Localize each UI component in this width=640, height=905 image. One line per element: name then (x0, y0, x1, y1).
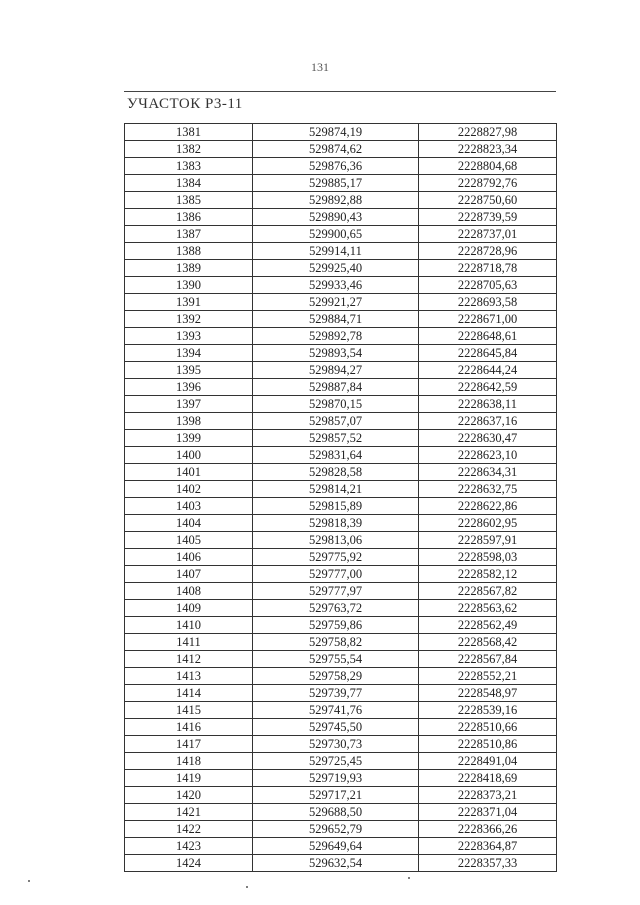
point-number-cell: 1389 (125, 260, 253, 277)
point-number-cell: 1406 (125, 549, 253, 566)
x-coordinate-cell: 529884,71 (253, 311, 419, 328)
table-row (125, 311, 557, 328)
y-coordinate-cell: 2228623,10 (419, 447, 557, 464)
x-coordinate-cell: 529885,17 (253, 175, 419, 192)
y-coordinate-cell: 2228642,59 (419, 379, 557, 396)
x-coordinate-cell: 529893,54 (253, 345, 419, 362)
x-coordinate-cell: 529777,97 (253, 583, 419, 600)
x-coordinate-cell: 529933,46 (253, 277, 419, 294)
table-row (125, 651, 557, 668)
scan-speck (28, 880, 30, 882)
x-coordinate-cell: 529777,00 (253, 566, 419, 583)
x-coordinate-cell: 529857,52 (253, 430, 419, 447)
y-coordinate-cell: 2228645,84 (419, 345, 557, 362)
y-coordinate-cell: 2228804,68 (419, 158, 557, 175)
x-coordinate-cell: 529870,15 (253, 396, 419, 413)
x-coordinate-cell: 529741,76 (253, 702, 419, 719)
y-coordinate-cell: 2228632,75 (419, 481, 557, 498)
x-coordinate-cell: 529874,19 (253, 124, 419, 141)
point-number-cell: 1419 (125, 770, 253, 787)
x-coordinate-cell: 529775,92 (253, 549, 419, 566)
x-coordinate-cell: 529730,73 (253, 736, 419, 753)
y-coordinate-cell: 2228792,76 (419, 175, 557, 192)
table-row (125, 787, 557, 804)
x-coordinate-cell: 529892,88 (253, 192, 419, 209)
point-number-cell: 1383 (125, 158, 253, 175)
point-number-cell: 1397 (125, 396, 253, 413)
table-row (125, 464, 557, 481)
point-number-cell: 1391 (125, 294, 253, 311)
point-number-cell: 1386 (125, 209, 253, 226)
x-coordinate-cell: 529925,40 (253, 260, 419, 277)
header-rule (124, 91, 556, 92)
x-coordinate-cell: 529739,77 (253, 685, 419, 702)
x-coordinate-cell: 529759,86 (253, 617, 419, 634)
y-coordinate-cell: 2228597,91 (419, 532, 557, 549)
point-number-cell: 1402 (125, 481, 253, 498)
point-number-cell: 1394 (125, 345, 253, 362)
y-coordinate-cell: 2228602,95 (419, 515, 557, 532)
y-coordinate-cell: 2228718,78 (419, 260, 557, 277)
point-number-cell: 1385 (125, 192, 253, 209)
x-coordinate-cell: 529755,54 (253, 651, 419, 668)
table-row (125, 260, 557, 277)
table-row (125, 617, 557, 634)
x-coordinate-cell: 529900,65 (253, 226, 419, 243)
y-coordinate-cell: 2228366,26 (419, 821, 557, 838)
table-row (125, 804, 557, 821)
y-coordinate-cell: 2228648,61 (419, 328, 557, 345)
y-coordinate-cell: 2228582,12 (419, 566, 557, 583)
y-coordinate-cell: 2228728,96 (419, 243, 557, 260)
table-row (125, 702, 557, 719)
y-coordinate-cell: 2228739,59 (419, 209, 557, 226)
point-number-cell: 1409 (125, 600, 253, 617)
table-row (125, 396, 557, 413)
y-coordinate-cell: 2228598,03 (419, 549, 557, 566)
x-coordinate-cell: 529831,64 (253, 447, 419, 464)
table-row (125, 209, 557, 226)
point-number-cell: 1390 (125, 277, 253, 294)
y-coordinate-cell: 2228364,87 (419, 838, 557, 855)
x-coordinate-cell: 529813,06 (253, 532, 419, 549)
y-coordinate-cell: 2228705,63 (419, 277, 557, 294)
y-coordinate-cell: 2228693,58 (419, 294, 557, 311)
x-coordinate-cell: 529818,39 (253, 515, 419, 532)
x-coordinate-cell: 529815,89 (253, 498, 419, 515)
y-coordinate-cell: 2228750,60 (419, 192, 557, 209)
y-coordinate-cell: 2228548,97 (419, 685, 557, 702)
scan-speck (246, 886, 248, 888)
point-number-cell: 1392 (125, 311, 253, 328)
table-row (125, 634, 557, 651)
y-coordinate-cell: 2228562,49 (419, 617, 557, 634)
y-coordinate-cell: 2228634,31 (419, 464, 557, 481)
table-row (125, 498, 557, 515)
y-coordinate-cell: 2228630,47 (419, 430, 557, 447)
point-number-cell: 1401 (125, 464, 253, 481)
y-coordinate-cell: 2228827,98 (419, 124, 557, 141)
x-coordinate-cell: 529719,93 (253, 770, 419, 787)
point-number-cell: 1423 (125, 838, 253, 855)
x-coordinate-cell: 529914,11 (253, 243, 419, 260)
point-number-cell: 1424 (125, 855, 253, 872)
point-number-cell: 1420 (125, 787, 253, 804)
table-row (125, 243, 557, 260)
coordinates-table-body (125, 124, 557, 872)
table-row (125, 600, 557, 617)
x-coordinate-cell: 529763,72 (253, 600, 419, 617)
table-row (125, 175, 557, 192)
table-row (125, 345, 557, 362)
x-coordinate-cell: 529758,29 (253, 668, 419, 685)
point-number-cell: 1408 (125, 583, 253, 600)
table-row (125, 685, 557, 702)
y-coordinate-cell: 2228539,16 (419, 702, 557, 719)
y-coordinate-cell: 2228371,04 (419, 804, 557, 821)
point-number-cell: 1418 (125, 753, 253, 770)
table-row (125, 583, 557, 600)
table-row (125, 328, 557, 345)
point-number-cell: 1405 (125, 532, 253, 549)
point-number-cell: 1393 (125, 328, 253, 345)
point-number-cell: 1407 (125, 566, 253, 583)
x-coordinate-cell: 529887,84 (253, 379, 419, 396)
y-coordinate-cell: 2228644,24 (419, 362, 557, 379)
table-row (125, 855, 557, 872)
table-row (125, 192, 557, 209)
x-coordinate-cell: 529725,45 (253, 753, 419, 770)
x-coordinate-cell: 529921,27 (253, 294, 419, 311)
y-coordinate-cell: 2228357,33 (419, 855, 557, 872)
x-coordinate-cell: 529632,54 (253, 855, 419, 872)
point-number-cell: 1404 (125, 515, 253, 532)
y-coordinate-cell: 2228373,21 (419, 787, 557, 804)
table-row (125, 719, 557, 736)
x-coordinate-cell: 529717,21 (253, 787, 419, 804)
table-row (125, 447, 557, 464)
y-coordinate-cell: 2228510,86 (419, 736, 557, 753)
table-row (125, 515, 557, 532)
table-row (125, 413, 557, 430)
table-row (125, 277, 557, 294)
x-coordinate-cell: 529758,82 (253, 634, 419, 651)
table-row (125, 549, 557, 566)
table-row (125, 226, 557, 243)
y-coordinate-cell: 2228568,42 (419, 634, 557, 651)
table-row (125, 668, 557, 685)
point-number-cell: 1388 (125, 243, 253, 260)
point-number-cell: 1403 (125, 498, 253, 515)
point-number-cell: 1382 (125, 141, 253, 158)
point-number-cell: 1384 (125, 175, 253, 192)
x-coordinate-cell: 529890,43 (253, 209, 419, 226)
x-coordinate-cell: 529828,58 (253, 464, 419, 481)
point-number-cell: 1410 (125, 617, 253, 634)
x-coordinate-cell: 529857,07 (253, 413, 419, 430)
y-coordinate-cell: 2228567,84 (419, 651, 557, 668)
y-coordinate-cell: 2228622,86 (419, 498, 557, 515)
x-coordinate-cell: 529649,64 (253, 838, 419, 855)
table-row (125, 821, 557, 838)
page-number: 131 (311, 60, 329, 74)
y-coordinate-cell: 2228563,62 (419, 600, 557, 617)
point-number-cell: 1413 (125, 668, 253, 685)
point-number-cell: 1414 (125, 685, 253, 702)
point-number-cell: 1411 (125, 634, 253, 651)
x-coordinate-cell: 529876,36 (253, 158, 419, 175)
x-coordinate-cell: 529652,79 (253, 821, 419, 838)
table-row (125, 566, 557, 583)
point-number-cell: 1417 (125, 736, 253, 753)
table-row (125, 430, 557, 447)
x-coordinate-cell: 529745,50 (253, 719, 419, 736)
point-number-cell: 1396 (125, 379, 253, 396)
point-number-cell: 1412 (125, 651, 253, 668)
x-coordinate-cell: 529874,62 (253, 141, 419, 158)
point-number-cell: 1395 (125, 362, 253, 379)
table-row (125, 362, 557, 379)
point-number-cell: 1415 (125, 702, 253, 719)
y-coordinate-cell: 2228638,11 (419, 396, 557, 413)
y-coordinate-cell: 2228418,69 (419, 770, 557, 787)
table-row (125, 753, 557, 770)
y-coordinate-cell: 2228567,82 (419, 583, 557, 600)
section-title: УЧАСТОК Р3-11 (127, 96, 243, 112)
x-coordinate-cell: 529814,21 (253, 481, 419, 498)
table-row (125, 770, 557, 787)
table-row (125, 532, 557, 549)
y-coordinate-cell: 2228671,00 (419, 311, 557, 328)
table-row (125, 481, 557, 498)
y-coordinate-cell: 2228637,16 (419, 413, 557, 430)
x-coordinate-cell: 529894,27 (253, 362, 419, 379)
table-row (125, 838, 557, 855)
table-row (125, 736, 557, 753)
point-number-cell: 1416 (125, 719, 253, 736)
table-row (125, 294, 557, 311)
point-number-cell: 1381 (125, 124, 253, 141)
point-number-cell: 1399 (125, 430, 253, 447)
table-row (125, 124, 557, 141)
point-number-cell: 1398 (125, 413, 253, 430)
table-row (125, 158, 557, 175)
scan-speck (408, 877, 410, 879)
point-number-cell: 1422 (125, 821, 253, 838)
point-number-cell: 1387 (125, 226, 253, 243)
y-coordinate-cell: 2228823,34 (419, 141, 557, 158)
point-number-cell: 1400 (125, 447, 253, 464)
table-row (125, 379, 557, 396)
table-row (125, 141, 557, 158)
coordinates-table (124, 123, 557, 872)
y-coordinate-cell: 2228510,66 (419, 719, 557, 736)
y-coordinate-cell: 2228491,04 (419, 753, 557, 770)
x-coordinate-cell: 529688,50 (253, 804, 419, 821)
x-coordinate-cell: 529892,78 (253, 328, 419, 345)
y-coordinate-cell: 2228737,01 (419, 226, 557, 243)
y-coordinate-cell: 2228552,21 (419, 668, 557, 685)
point-number-cell: 1421 (125, 804, 253, 821)
